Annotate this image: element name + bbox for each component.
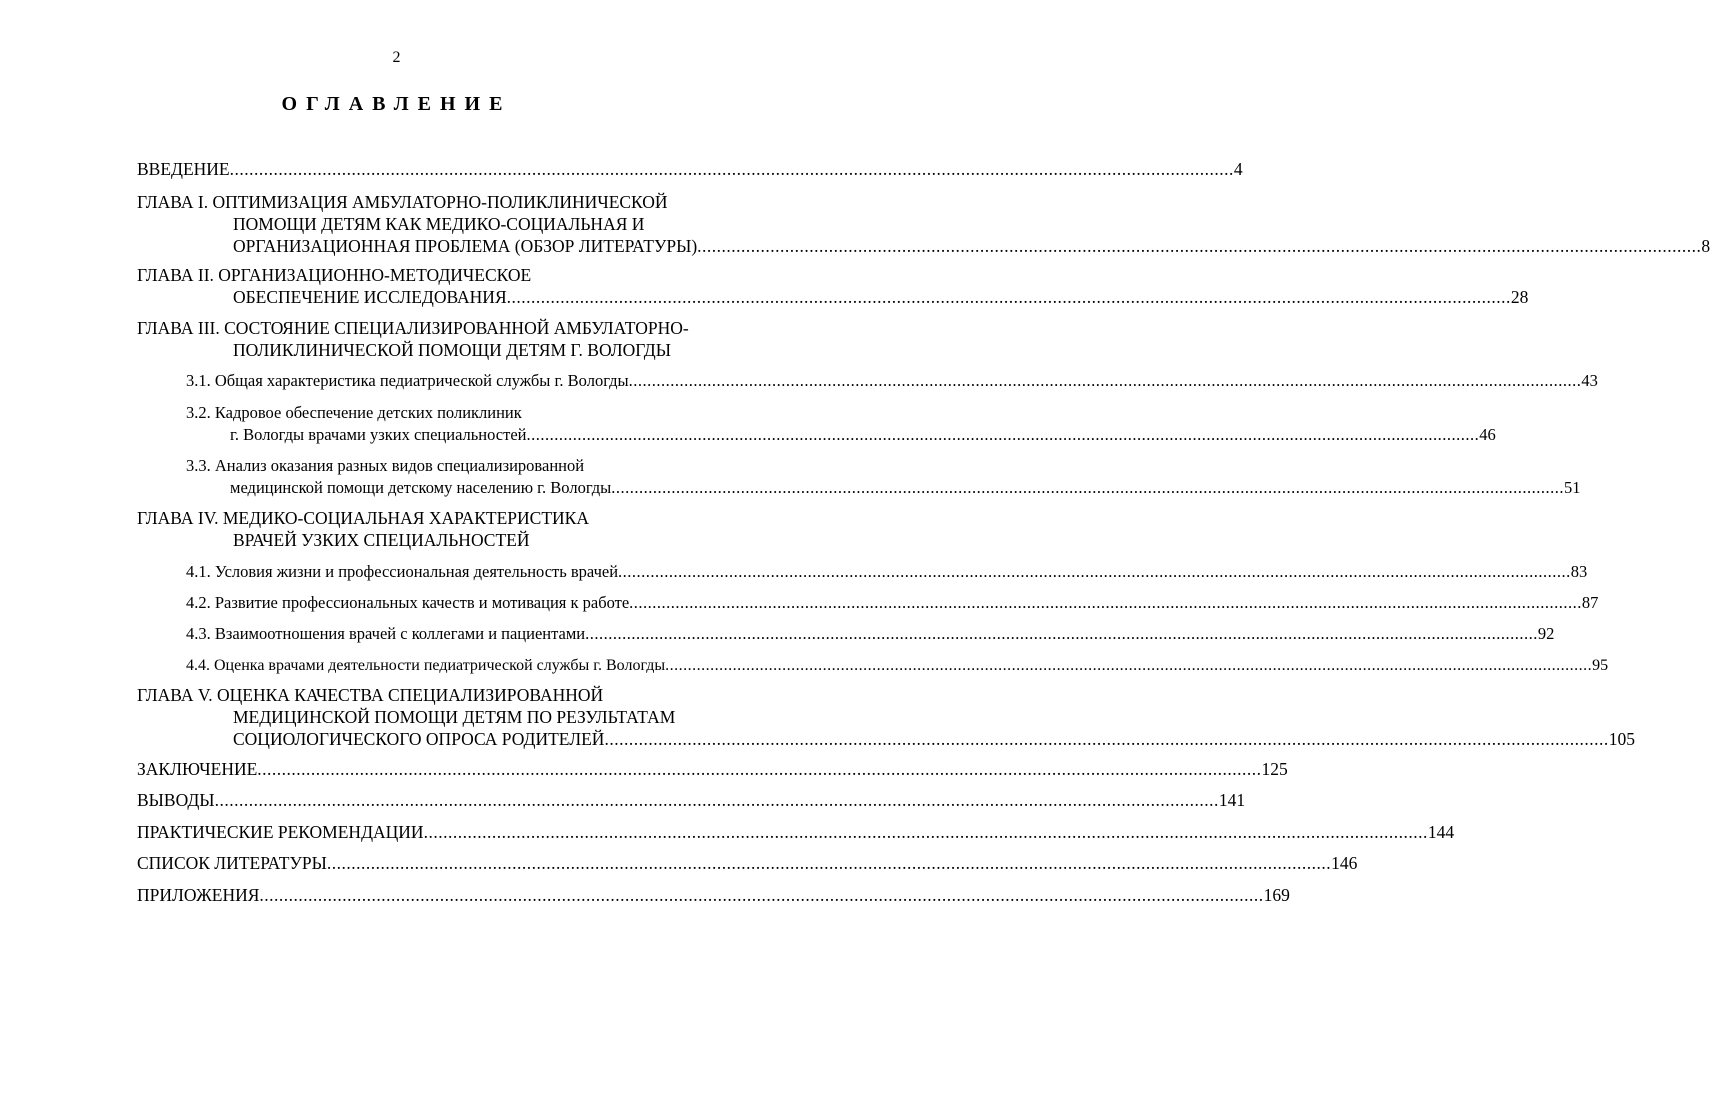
toc-entry-title-continued: г. Вологды врачами узких специальностей xyxy=(230,425,527,444)
toc-entry-title: ГЛАВА V. ОЦЕНКА КАЧЕСТВА СПЕЦИАЛИЗИРОВАННОЙ xyxy=(137,685,604,705)
toc-entry-title-continued: СОЦИОЛОГИЧЕСКОГО ОПРОСА РОДИТЕЛЕЙ xyxy=(233,729,605,749)
toc-entry-title-continued: ПОЛИКЛИНИЧЕСКОЙ ПОМОЩИ ДЕТЯМ Г. ВОЛОГДЫ xyxy=(233,340,672,360)
toc-entry-section-3-3[interactable] xyxy=(186,455,1581,499)
leader-dots: .............................................................................................................................................................................................................. xyxy=(665,657,1593,674)
toc-entry-title: 4.2. Развитие профессиональных качеств и мотивация к работе xyxy=(186,593,630,612)
toc-entry-page: 51 xyxy=(1564,478,1581,497)
leader-dots: .............................................................................................................................................................................................................. xyxy=(257,759,1262,779)
toc-entry-title-continued: медицинской помощи детскому населению г. Вологды xyxy=(230,478,612,497)
toc-entry-title: 3.1. Общая характеристика педиатрической службы г. Вологды xyxy=(186,371,629,390)
leader-dots: .............................................................................................................................................................................................................. xyxy=(628,371,1582,390)
toc-entry-title: ЗАКЛЮЧЕНИЕ xyxy=(137,759,258,779)
toc-entry-introduction[interactable] xyxy=(137,158,1243,180)
toc-entry-title-continued: ВРАЧЕЙ УЗКИХ СПЕЦИАЛЬНОСТЕЙ xyxy=(233,530,530,550)
toc-entry-title: ПРАКТИЧЕСКИЕ РЕКОМЕНДАЦИИ xyxy=(137,822,424,842)
toc-entry-title-continued: ПОМОЩИ ДЕТЯМ КАК МЕДИКО-СОЦИАЛЬНАЯ И xyxy=(233,214,645,234)
toc-entry-page: 28 xyxy=(1510,287,1529,307)
toc-entry-appendices[interactable] xyxy=(137,884,1290,906)
leader-dots: .............................................................................................................................................................................................................. xyxy=(585,624,1538,643)
leader-dots: .............................................................................................................................................................................................................. xyxy=(604,729,1609,749)
leader-dots: .............................................................................................................................................................................................................. xyxy=(611,478,1564,497)
toc-entry-chapter-4[interactable] xyxy=(137,507,751,551)
toc-entry-title: 4.3. Взаимоотношения врачей с коллегами и пациентами xyxy=(186,624,586,643)
toc-entry-title: СПИСОК ЛИТЕРАТУРЫ xyxy=(137,853,327,873)
toc-entry-recommendations[interactable] xyxy=(137,821,1455,843)
toc-entry-title-continued: ОРГАНИЗАЦИОННАЯ ПРОБЛЕМА (ОБЗОР ЛИТЕРАТУРЫ) xyxy=(233,236,698,256)
toc-entry-chapter-3[interactable] xyxy=(137,317,751,361)
toc-entry-title: ГЛАВА III. СОСТОЯНИЕ СПЕЦИАЛИЗИРОВАННОЙ АМБУЛАТОРНО- xyxy=(137,318,689,338)
toc-entry-conclusion[interactable] xyxy=(137,758,1288,780)
toc-entry-title: 4.1. Условия жизни и профессиональная деятельность врачей xyxy=(186,562,619,581)
leader-dots: .............................................................................................................................................................................................................. xyxy=(423,822,1428,842)
toc-entry-title-continued: МЕДИЦИНСКОЙ ПОМОЩИ ДЕТЯМ ПО РЕЗУЛЬТАТАМ xyxy=(233,707,676,727)
toc-entry-title-continued: ОБЕСПЕЧЕНИЕ ИССЛЕДОВАНИЯ xyxy=(233,287,507,307)
leader-dots: .............................................................................................................................................................................................................. xyxy=(629,593,1582,612)
toc-entry-page: 105 xyxy=(1608,729,1635,749)
toc-entry-chapter-1[interactable] xyxy=(137,191,1710,257)
toc-entry-title: 4.4. Оценка врачами деятельности педиатрической службы г. Вологды xyxy=(186,657,666,674)
leader-dots: .............................................................................................................................................................................................................. xyxy=(214,790,1219,810)
toc-entry-section-4-3[interactable] xyxy=(186,623,1555,645)
leader-dots: .............................................................................................................................................................................................................. xyxy=(229,159,1234,179)
toc-title: ОГЛАВЛЕНИЕ xyxy=(281,93,512,115)
toc-entry-page: 46 xyxy=(1479,425,1496,444)
toc-entry-chapter-5[interactable] xyxy=(137,684,1635,750)
toc-entry-page: 87 xyxy=(1581,593,1599,612)
toc-entry-page: 4 xyxy=(1233,159,1243,179)
leader-dots: .............................................................................................................................................................................................................. xyxy=(259,885,1264,905)
toc-entry-section-4-4[interactable] xyxy=(186,655,1609,677)
toc-entry-findings[interactable] xyxy=(137,789,1246,811)
toc-entry-title: ВВЕДЕНИЕ xyxy=(137,159,230,179)
leader-dots: .............................................................................................................................................................................................................. xyxy=(506,287,1511,307)
leader-dots: .............................................................................................................................................................................................................. xyxy=(618,562,1571,581)
toc-entry-page: 92 xyxy=(1537,624,1555,643)
toc-entry-page: 125 xyxy=(1261,759,1288,779)
toc-entry-chapter-2[interactable] xyxy=(137,264,1529,308)
toc-entry-page: 8 xyxy=(1701,236,1710,256)
toc-entry-title: ГЛАВА IV. МЕДИКО-СОЦИАЛЬНАЯ ХАРАКТЕРИСТИКА xyxy=(137,508,589,528)
toc-entry-section-3-2[interactable] xyxy=(186,402,1496,446)
toc-entry-title: ВЫВОДЫ xyxy=(137,790,215,810)
leader-dots: .............................................................................................................................................................................................................. xyxy=(326,853,1332,873)
toc-entry-page: 83 xyxy=(1570,562,1588,581)
toc-entry-page: 43 xyxy=(1581,371,1598,390)
toc-entry-section-4-1[interactable] xyxy=(186,561,1588,583)
toc-entry-section-3-1[interactable] xyxy=(186,370,1598,392)
toc-entry-page: 141 xyxy=(1218,790,1246,810)
page-number: 2 xyxy=(392,49,401,66)
toc-entry-page: 95 xyxy=(1592,657,1609,674)
toc-entry-title: ГЛАВА II. ОРГАНИЗАЦИОННО-МЕТОДИЧЕСКОЕ xyxy=(137,265,532,285)
toc-entry-title: ГЛАВА I. ОПТИМИЗАЦИЯ АМБУЛАТОРНО-ПОЛИКЛИНИЧЕСКОЙ xyxy=(137,192,668,212)
toc-entry-title: ПРИЛОЖЕНИЯ xyxy=(137,885,260,905)
leader-dots: .............................................................................................................................................................................................................. xyxy=(697,236,1702,256)
leader-dots: .............................................................................................................................................................................................................. xyxy=(526,425,1480,444)
toc-entry-bibliography[interactable] xyxy=(137,852,1358,874)
toc-entry-page: 144 xyxy=(1427,822,1455,842)
toc-entry-title: 3.3. Анализ оказания разных видов специализированной xyxy=(186,456,585,475)
toc-entry-page: 146 xyxy=(1331,853,1358,873)
toc-entry-title: 3.2. Кадровое обеспечение детских поликлиник xyxy=(186,403,522,422)
toc-entry-section-4-2[interactable] xyxy=(186,592,1599,614)
toc-entry-page: 169 xyxy=(1263,885,1290,905)
